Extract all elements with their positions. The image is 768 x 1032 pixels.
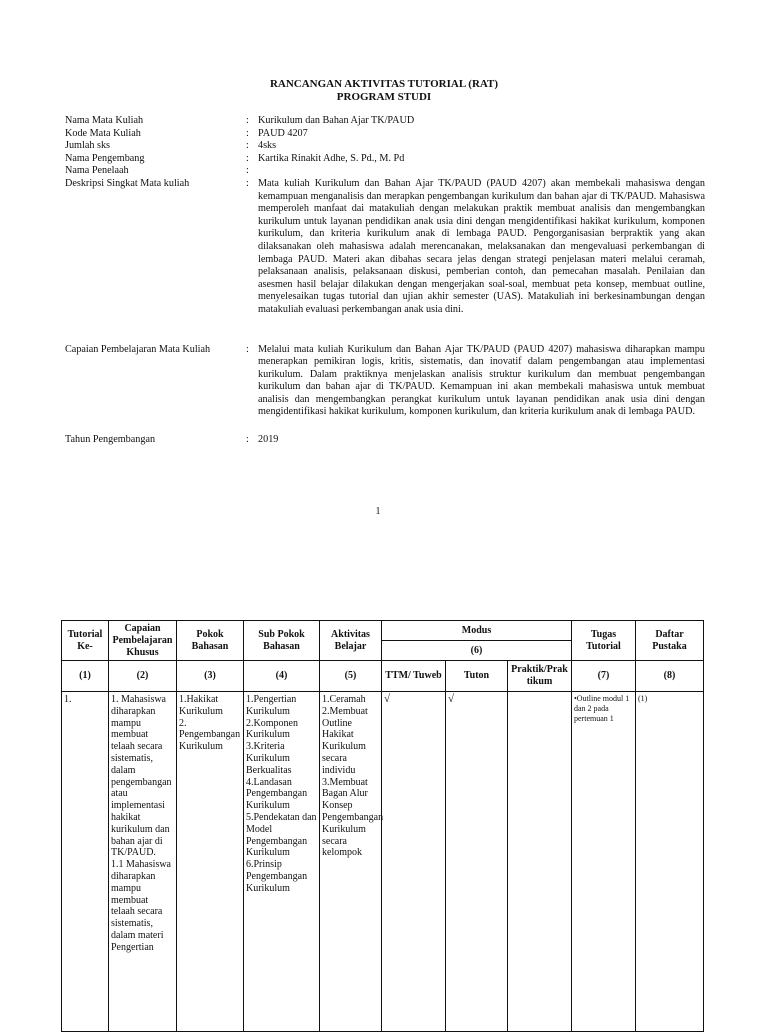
course-code-row (65, 128, 705, 141)
course-name-row (65, 115, 705, 128)
credits-label: Jumlah sks (65, 140, 110, 152)
colon: : (246, 434, 249, 446)
document-subtitle: PROGRAM STUDI (336, 91, 432, 103)
colon: : (246, 115, 249, 126)
course-code-value: PAUD 4207 (258, 127, 308, 139)
course-info (65, 115, 705, 447)
credits-row (65, 140, 705, 153)
reviewer-label: Nama Penelaah (65, 165, 129, 177)
colon: : (246, 127, 249, 139)
header-modus: Modus (382, 621, 572, 641)
description-label: Deskripsi Singkat Mata kuliah (65, 177, 190, 189)
col-number-5: (5) (320, 661, 382, 692)
cell-aktivitas-belajar: 1.Ceramah 2.Membuat Outline Hakikat Kurikulum secara individu 3.Membuat Bagan Alur Konsep Pengembangan Kurikulum secara kelompok (320, 691, 382, 1031)
col-number-4: (4) (244, 661, 320, 692)
table-header-row-1 (62, 621, 704, 641)
developer-label: Nama Pengembang (65, 152, 145, 164)
year-label: Tahun Pengembangan (65, 434, 156, 446)
tutorial-table-wrapper (61, 620, 703, 1032)
header-modus-number: (6) (382, 641, 572, 661)
colon: : (246, 343, 249, 355)
header-ttm-tuweb: TTM/ Tuweb (382, 661, 446, 692)
reviewer-value (258, 165, 705, 178)
cell-pokok-bahasan: 1.Hakikat Kurikulum 2. Pengembangan Kurikulum (177, 691, 244, 1031)
colon: : (246, 165, 249, 177)
cell-praktik (508, 691, 572, 1031)
tutorial-activity-table (61, 620, 704, 1032)
col-number-8: (8) (636, 661, 704, 692)
year-row (65, 434, 705, 447)
developer-row (65, 153, 705, 166)
learning-outcome-value: Melalui mata kuliah Kurikulum dan Bahan Ajar TK/PAUD (PAUD 4207) mahasiswa diharapkan mampu menerapkan pemikiran logis, kritis, sistematis, dan inovatif dalam pengembangan atau implementasi kurikulum. Dalam praktiknya menjelaskan analisis struktur kurikulum dan membuat pengembangan kurikulum dan bahan ajar di TK/PAUD. Kemampuan ini akan membekali mahasiswa untuk membuat analisis dan mengembangkan perangkat kurikulum untuk layanan pendidikan anak usia dini dengan mengidentifikasi hakikat kurikulum, komponen kurikulum, dan kriteria kurikulum anak di lembaga PAUD. (258, 343, 705, 418)
table-number-row (62, 661, 704, 692)
developer-value: Kartika Rinakit Adhe, S. Pd., M. Pd (258, 152, 405, 164)
cell-capaian: 1. Mahasiswa diharapkan mampu membuat telaah secara sistematis, dalam pengembangan atau implementasi hakikat kurikulum dan bahan ajar di TK/PAUD. 1.1 Mahasiswa diharapkan mampu membuat telaah secara sistematis, dalam materi Pengertian (109, 691, 177, 1031)
cell-tugas-tutorial: •Outline modul 1 dan 2 pada pertemuan 1 (572, 691, 636, 1031)
cell-sub-pokok-bahasan: 1.Pengertian Kurikulum 2.Komponen Kurikulum 3.Kriteria Kurikulum Berkualitas 4.Landasan Pengembangan Kurikulum 5.Pendekatan dan Model Pengembangan Kurikulum 6.Prinsip Pengembangan Kurikulum (244, 691, 320, 1031)
cell-tutorial-number: 1. (62, 691, 109, 1031)
colon: : (246, 140, 249, 152)
col-number-1: (1) (62, 661, 109, 692)
reviewer-row (65, 165, 705, 178)
table-row (62, 691, 704, 1031)
description-row (65, 178, 705, 317)
header-capaian: Capaian Pembelajaran Khusus (109, 621, 177, 661)
course-name-label: Nama Mata Kuliah (65, 115, 144, 126)
col-number-2: (2) (109, 661, 177, 692)
header-daftar-pustaka: Daftar Pustaka (636, 621, 704, 661)
course-name-value: Kurikulum dan Bahan Ajar TK/PAUD (258, 115, 415, 126)
page-number: 1 (375, 506, 381, 517)
col-number-7: (7) (572, 661, 636, 692)
credits-value: 4sks (258, 140, 277, 152)
course-code-label: Kode Mata Kuliah (65, 127, 141, 139)
document-title: RANCANGAN AKTIVITAS TUTORIAL (RAT) (269, 78, 499, 90)
header-tugas-tutorial: Tugas Tutorial (572, 621, 636, 661)
year-value: 2019 (258, 434, 279, 446)
header-praktik: Praktik/Praktikum (508, 661, 572, 692)
col-number-3: (3) (177, 661, 244, 692)
colon: : (246, 177, 249, 189)
cell-ttm-checkmark: √ (382, 691, 446, 1031)
learning-outcome-label: Capaian Pembelajaran Mata Kuliah (65, 343, 211, 355)
learning-outcome-row (65, 344, 705, 420)
colon: : (246, 152, 249, 164)
header-tuton: Tuton (446, 661, 508, 692)
header-sub-pokok-bahasan: Sub Pokok Bahasan (244, 621, 320, 661)
cell-tuton-checkmark: √ (446, 691, 508, 1031)
header-pokok-bahasan: Pokok Bahasan (177, 621, 244, 661)
description-value: Mata kuliah Kurikulum dan Bahan Ajar TK/PAUD (PAUD 4207) akan membekali mahasiswa dengan kemampuan menganalisis dan merapkan pengembangan kurikulum dan bahan ajar di TK/PAUD. Mahasiswa memperoleh manfaat dai matakuliah dengan melakukan praktik membuat analisis dan mengembangkan kurikulum untuk layanan pendidikan anak usia dini dengan mengidentifikasi hakikat kurikulum, komponen kurikulum, dan kriteria kurikulum anak di lembaga PAUD. Pengorganisasian berpraktik yang akan dilaksanakan oleh mahasiswa adalah merencanakan, melaksanakan dan mengevaluasi perkembangan di lembaga PAUD. Materi akan dibahas secara jelas dengan strategi penjelasan materi melalui ceramah, pelaksanaan analisis, pelaksanaan diskusi, pemberian contoh, dan pemecahan masalah. Penilaian dan asesmen hasil belajar dilakukan dengan mengerjakan soal-soal, membuat peta konsep, membuat outline, menyelesaikan tugas tutorial dan ujian akhir semester (UAS). Matakuliah ini berkesinambungan dengan matakuliah evaluasi perkembangan anak usia dini. (258, 177, 705, 315)
header-aktivitas-belajar: Aktivitas Belajar (320, 621, 382, 661)
cell-daftar-pustaka: (1) (636, 691, 704, 1031)
header-tutorial: Tutorial Ke- (62, 621, 109, 661)
